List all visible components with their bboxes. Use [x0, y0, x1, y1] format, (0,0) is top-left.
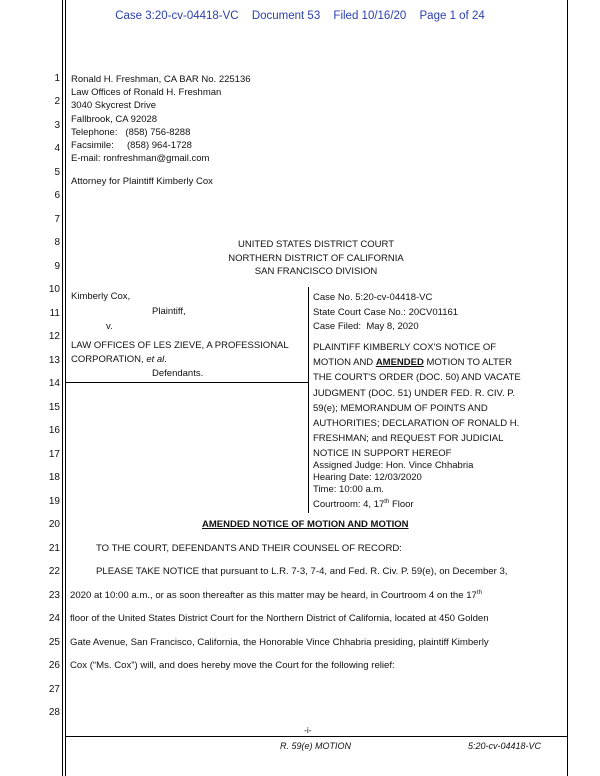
law-office: Law Offices of Ronald H. Freshman — [71, 87, 222, 99]
right-margin-rule — [567, 0, 568, 776]
line-number: 1 — [54, 73, 60, 84]
defendant-corp: CORPORATION, — [71, 354, 147, 365]
line-number: 9 — [54, 261, 60, 272]
line-number: 22 — [48, 566, 60, 577]
courtroom-floor: Floor — [389, 499, 414, 511]
line-number: 2 — [54, 96, 60, 107]
line-number: 11 — [49, 308, 60, 319]
header-case-number: Case 3:20-cv-04418-VC — [115, 10, 239, 22]
court-division: SAN FRANCISCO DIVISION — [254, 266, 378, 277]
line-number: 3 — [54, 120, 60, 131]
line-number: 13 — [48, 355, 60, 366]
line-number: 7 — [54, 214, 60, 225]
ecf-header — [0, 10, 600, 22]
footer-rule — [66, 736, 567, 737]
title-line — [313, 355, 521, 370]
title-text: MOTION AND — [313, 357, 376, 369]
case-number: Case No. 5:20-cv-04418-VC — [313, 292, 433, 303]
line-number: 12 — [48, 331, 60, 342]
paragraph-text: 2020 at 10:00 a.m., or as soon thereafter as this matter may be heard, in Courtroom 4 on the 17 — [70, 590, 477, 602]
line-number: 27 — [48, 684, 60, 695]
footer-title: R. 59(e) MOTION — [280, 741, 352, 751]
salutation: TO THE COURT, DEFENDANTS AND THEIR COUNSEL OF RECORD: — [96, 543, 402, 554]
line-number: 28 — [48, 707, 60, 718]
paragraph-line: Cox (“Ms. Cox”) will, and does hereby move the Court for the following relief: — [70, 660, 395, 671]
line-number: 5 — [54, 167, 60, 178]
paragraph-line: Gate Avenue, San Francisco, California, the Honorable Vince Chhabria presiding, plaintiff Kimberly — [70, 637, 489, 648]
caption-divider — [308, 287, 309, 513]
line-number: 10 — [48, 284, 60, 295]
title-line: JUDGMENT (DOC. 51) UNDER FED. R. CIV. P. — [313, 387, 515, 399]
title-line: FRESHMAN; and REQUEST FOR JUDICIAL — [313, 433, 504, 445]
court-name: UNITED STATES DISTRICT COURT — [237, 239, 395, 250]
defendant-line-2 — [71, 354, 167, 366]
line-number: 4 — [54, 143, 60, 154]
header-document-number: Document 53 — [251, 10, 321, 22]
line-number: 18 — [48, 472, 60, 483]
footer-case-number: 5:20-cv-04418-VC — [468, 741, 542, 751]
paragraph-sup: th — [476, 590, 482, 596]
title-line: NOTICE IN SUPPORT HEREOF — [313, 448, 452, 460]
line-number: 23 — [48, 590, 60, 601]
hearing-time: Time: 10:00 a.m. — [313, 484, 384, 495]
notice-heading: AMENDED NOTICE OF MOTION AND MOTION — [202, 519, 409, 530]
header-page-count: Page 1 of 24 — [419, 10, 485, 22]
line-number: 16 — [48, 425, 60, 436]
defendant-period: . — [164, 354, 167, 365]
title-amended: AMENDED — [375, 357, 424, 369]
line-number: 19 — [48, 496, 60, 507]
telephone: Telephone: (858) 756-8288 — [71, 126, 191, 138]
street-address: 3040 Skycrest Drive — [71, 100, 157, 112]
title-line: AUTHORITIES; DECLARATION OF RONALD H. — [313, 418, 520, 430]
paragraph-line — [70, 590, 482, 601]
paragraph-line: floor of the United States District Court for the Northern District of California, located at 450 Golden — [70, 613, 489, 624]
state-case-number: State Court Case No.: 20CV01161 — [313, 306, 459, 318]
caption-rule — [66, 382, 308, 383]
line-number: 8 — [54, 237, 60, 248]
court-title — [66, 238, 566, 279]
line-number: 20 — [48, 519, 60, 530]
facsimile: Facsimile: (858) 964-1728 — [71, 140, 192, 152]
case-filed: Case Filed: May 8, 2020 — [313, 321, 419, 332]
court-district: NORTHERN DISTRICT OF CALIFORNIA — [228, 252, 404, 264]
line-number: 6 — [54, 190, 60, 201]
plaintiff-role: Plaintiff, — [152, 306, 186, 317]
defendant-et-al: et al — [146, 354, 165, 365]
courtroom — [313, 496, 473, 511]
attorney-role: Attorney for Plaintiff Kimberly Cox — [71, 176, 213, 187]
footer-page-marker: -i- — [304, 725, 312, 735]
hearing-date: Hearing Date: 12/03/2020 — [313, 472, 422, 483]
line-number: 24 — [48, 613, 60, 624]
email: E-mail: ronfreshman@gmail.com — [71, 153, 210, 165]
assigned-judge: Assigned Judge: Hon. Vince Chhabria — [313, 460, 474, 471]
attorney-name: Ronald H. Freshman, CA BAR No. 225136 — [71, 74, 251, 85]
paragraph-line: PLEASE TAKE NOTICE that pursuant to L.R. 7-3, 7-4, and Fed. R. Civ. P. 59(e), on December 3, — [96, 566, 508, 577]
left-margin-rule-outer — [62, 0, 63, 776]
line-number: 17 — [48, 449, 60, 460]
attorney-block — [71, 73, 251, 165]
line-number: 21 — [48, 543, 60, 554]
defendant-role: Defendants. — [152, 368, 204, 379]
left-margin-rule-inner — [65, 0, 66, 776]
line-number: 26 — [48, 660, 60, 671]
line-number: 25 — [48, 637, 60, 648]
document-title — [313, 340, 521, 462]
defendant-line-1: LAW OFFICES OF LES ZIEVE, A PROFESSIONAL — [71, 340, 289, 351]
versus: v. — [106, 321, 113, 332]
case-info — [313, 291, 458, 335]
title-text: MOTION TO ALTER — [423, 357, 512, 369]
title-line: THE COURT'S ORDER (DOC. 50) AND VACATE — [313, 372, 521, 384]
hearing-info — [313, 460, 473, 511]
title-line: PLAINTIFF KIMBERLY COX'S NOTICE OF — [313, 342, 497, 353]
courtroom-sup: th — [384, 499, 390, 505]
title-line: 59(e); MEMORANDUM OF POINTS AND — [313, 402, 488, 414]
city-state-zip: Fallbrook, CA 92028 — [71, 113, 158, 125]
plaintiff-name: Kimberly Cox, — [71, 291, 131, 302]
courtroom-text: Courtroom: 4, 17 — [313, 499, 385, 511]
header-filed-date: Filed 10/16/20 — [333, 10, 407, 22]
line-number: 15 — [48, 402, 60, 413]
line-number: 14 — [48, 378, 60, 389]
